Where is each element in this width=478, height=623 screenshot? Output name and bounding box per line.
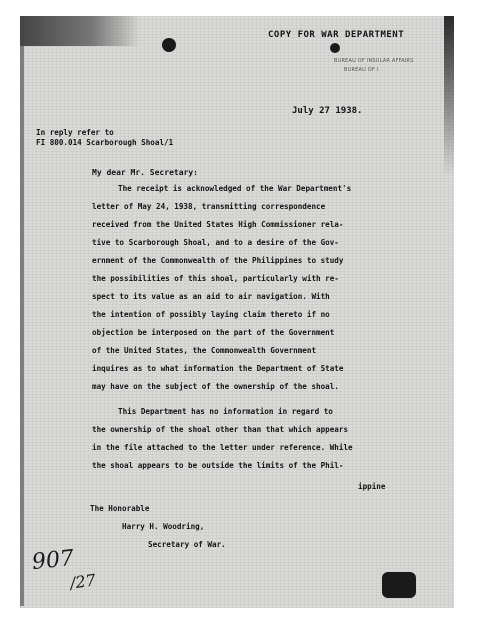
handwritten-fraction: /27	[68, 570, 97, 593]
bureau-stamp-line1: BUREAU OF INSULAR AFFAIRS	[334, 58, 414, 64]
body-line: the shoal appears to be outside the limits of the Phil-	[92, 461, 344, 470]
body-line: ernment of the Commonwealth of the Philippines to study	[92, 256, 344, 265]
body-line: The receipt is acknowledged of the War Department's	[118, 184, 352, 193]
punch-hole	[162, 38, 176, 52]
body-line: of the United States, the Commonwealth Government	[92, 346, 317, 355]
body-line: the intention of possibly laying claim thereto if no	[92, 310, 330, 319]
body-line: spect to its value as an aid to air navigation. With	[92, 292, 330, 301]
document-page	[20, 16, 454, 608]
body-line: may have on the subject of the ownership of the shoal.	[92, 382, 339, 391]
closing-honorable: The Honorable	[90, 504, 150, 513]
reference-line-2: FI 800.014 Scarborough Shoal/1	[36, 138, 174, 147]
bureau-stamp-line2: BUREAU OF I	[344, 67, 379, 73]
body-line: the possibilities of this shoal, particularly with re-	[92, 274, 339, 283]
body-line: received from the United States High Commissioner rela-	[92, 220, 344, 229]
ink-blot	[382, 572, 416, 598]
body-line: tive to Scarborough Shoal, and to a desire of the Gov-	[92, 238, 339, 247]
body-line: letter of May 24, 1938, transmitting correspondence	[92, 202, 326, 211]
salutation: My dear Mr. Secretary:	[92, 168, 198, 177]
body-line: inquires as to what information the Department of State	[92, 364, 344, 373]
scan-shadow-top-right	[444, 16, 454, 176]
body-line: the ownership of the shoal other than that which appears	[92, 425, 349, 434]
body-line: ippine	[358, 482, 386, 491]
handwritten-number: 907	[30, 545, 76, 576]
reference-line-1: In reply refer to	[36, 128, 114, 137]
body-line: objection be interposed on the part of the Government	[92, 328, 335, 337]
closing-title: Secretary of War.	[148, 540, 226, 549]
body-line: in the file attached to the letter under reference. While	[92, 443, 353, 452]
punch-hole	[330, 43, 340, 53]
body-line: This Department has no information in regard to	[118, 407, 333, 416]
closing-name: Harry H. Woodring,	[122, 522, 205, 531]
copy-header: COPY FOR WAR DEPARTMENT	[268, 30, 405, 40]
letter-date: July 27 1938.	[292, 106, 363, 116]
scan-shadow-left-edge	[20, 46, 24, 606]
scan-shadow-top-left	[20, 16, 140, 46]
